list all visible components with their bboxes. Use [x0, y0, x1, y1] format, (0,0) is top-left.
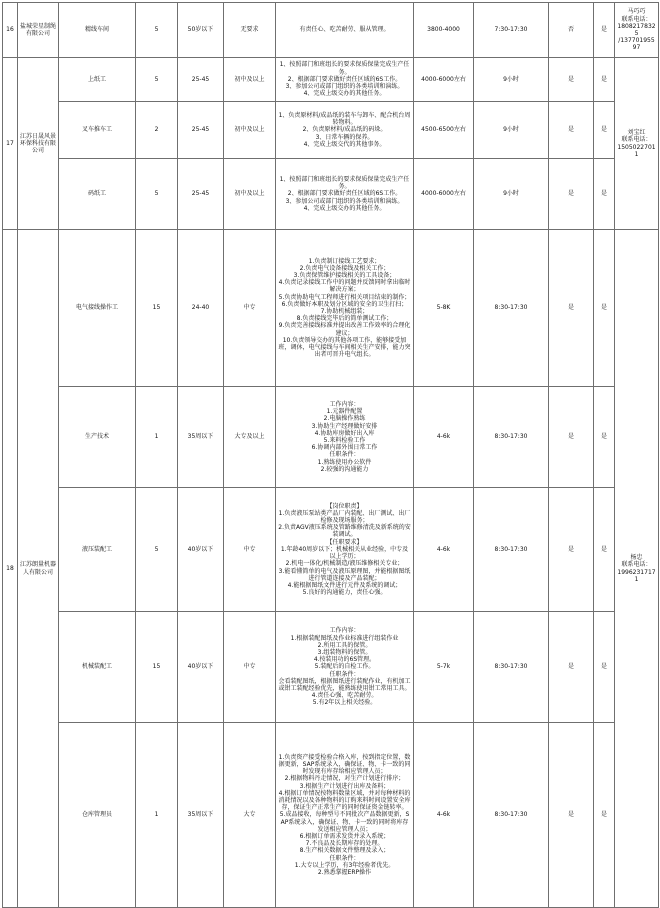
education-requirement: 初中及以上 [224, 58, 276, 102]
company-name: 盐城荣星制绳有限公司 [18, 3, 59, 58]
table-row [3, 58, 659, 102]
headcount: 1 [136, 723, 178, 908]
row-number: 17 [3, 58, 18, 230]
table-row [3, 230, 659, 387]
meals-provided: 是 [549, 230, 594, 387]
headcount: 5 [136, 488, 178, 612]
social-insurance: 是 [594, 723, 615, 908]
age-requirement: 35周以下 [178, 723, 224, 908]
table-row [3, 102, 659, 159]
meals-provided: 否 [549, 3, 594, 58]
job-title: 机械装配工 [59, 612, 136, 723]
social-insurance: 是 [594, 612, 615, 723]
meals-provided: 是 [549, 488, 594, 612]
salary: 4-6k [414, 387, 474, 488]
working-hours: 8:30-17:30 [474, 387, 549, 488]
job-duties: 1、按照部门和班组长的要求保质保量完成生产任务。 2、根据部门要求做好责任区域的6S工作。 3、参加公司或部门组织的各类培训和演练。 4、完成上级交办的其他任务。 [276, 159, 414, 230]
age-requirement: 25-45 [178, 102, 224, 159]
headcount: 2 [136, 102, 178, 159]
education-requirement: 初中及以上 [224, 102, 276, 159]
working-hours: 8:30-17:30 [474, 723, 549, 908]
job-duties: 1.负责资产接受检验合格入库，按到指定位置，数据更新，SAP系统录入，确保证、物、卡一致的同时发现有库存给相应管理人员； 2.根据物料丹走情况，对生产计划进行排序； 3.根据生产计划进行出库及备料； 4.根据订单情况按物料数量区域，并对每种材料的消耗情况以及各种物料的订购来料时间设置安全库存，保证生产正常生产的同时保证资金链转率。 5.成品接收，每种型号不同批次产品数据更新，SAP系统录入，确保证、物、卡一致的同时将库存发送相应管理人员； 6.根据订单需求发货并录入系统； 7.不良品及长期库存的处理。 8.生产相关数据文件整理及录入； 任职条件： 1.大专以上学历，有3年经验者优先。 2.熟悉掌握ERP操作 [276, 723, 414, 908]
salary: 5-7k [414, 612, 474, 723]
meals-provided: 是 [549, 387, 594, 488]
job-duties: 工作内容： 1.元器件配置 2.电脑操作熟练 3.协助生产经理做好安排 4.协助库房做好出入库 5.来料检验工作 6.协调内部外围日常工作 任职条件： 1.熟练使用办公软件 2.较强的沟通能力 [276, 387, 414, 488]
headcount: 15 [136, 230, 178, 387]
table-row [3, 387, 659, 488]
contact-info: 刘宝红 联系电话： 15050227011 [615, 58, 659, 230]
job-duties: 【岗位职责】 1.负责液压泵站类产品厂内装配、出厂测试、出厂检修及现场服务； 2.负责AGV液压系统及管路维修清洗及新系统的安装调试。 【任职要求】 1.年龄40周岁以下；机械相关从业经验，中专及以上学历； 2.机电一体化/机械制造/液压维修相关专业； 3.能看懂简单的电气及液压原理图，并能根据图纸进行管道连接及产品装配； 4.能根据图纸文件进行元件及系统的调试； 5.良好的沟通能力，责任心强。 [276, 488, 414, 612]
working-hours: 9小时 [474, 159, 549, 230]
age-requirement: 50岁以下 [178, 3, 224, 58]
salary: 4000-6000左右 [414, 159, 474, 230]
meals-provided: 是 [549, 612, 594, 723]
job-duties: 1、负责原材料/成品纸的装车与卸车、配合机台周转物料。 2、负责原材料/成品纸的码垛。 3、日常车辆的保养。 4、完成上级交代的其他事务。 [276, 102, 414, 159]
age-requirement: 24-40 [178, 230, 224, 387]
table-row [3, 159, 659, 230]
social-insurance: 是 [594, 3, 615, 58]
social-insurance: 是 [594, 159, 615, 230]
job-title: 仓库管理员 [59, 723, 136, 908]
job-duties: 1、按照部门和班组长的要求保质保量完成生产任务。 2、根据部门要求做好责任区域的6S工作。 3、参加公司或部门组织的各类培训和演练。 4、完成上级交办的其他任务。 [276, 58, 414, 102]
education-requirement: 中专 [224, 488, 276, 612]
working-hours: 8:30-17:30 [474, 230, 549, 387]
headcount: 5 [136, 58, 178, 102]
company-name: 江苏日晟风景环保科技有限公司 [18, 58, 59, 230]
job-title: 码纸工 [59, 159, 136, 230]
contact-info: 马巧巧 联系电话： 18082178325 /13770195597 [615, 3, 659, 58]
salary: 4500-6500左右 [414, 102, 474, 159]
headcount: 15 [136, 612, 178, 723]
education-requirement: 大专及以上 [224, 387, 276, 488]
social-insurance: 是 [594, 58, 615, 102]
headcount: 5 [136, 159, 178, 230]
job-title: 精线车间 [59, 3, 136, 58]
job-title: 生产技术 [59, 387, 136, 488]
education-requirement: 中专 [224, 612, 276, 723]
job-listing-table [2, 2, 659, 908]
education-requirement: 大专 [224, 723, 276, 908]
salary: 5-8K [414, 230, 474, 387]
meals-provided: 是 [549, 58, 594, 102]
job-title: 液压装配工 [59, 488, 136, 612]
working-hours: 9小时 [474, 102, 549, 159]
age-requirement: 25-45 [178, 159, 224, 230]
row-number: 18 [3, 230, 18, 908]
social-insurance: 是 [594, 488, 615, 612]
age-requirement: 40岁以下 [178, 612, 224, 723]
table-row [3, 488, 659, 612]
education-requirement: 初中及以上 [224, 159, 276, 230]
salary: 4-6k [414, 488, 474, 612]
age-requirement: 40岁以下 [178, 488, 224, 612]
table-row [3, 3, 659, 58]
age-requirement: 25-45 [178, 58, 224, 102]
meals-provided: 是 [549, 723, 594, 908]
company-name: 江苏朗量机器人有限公司 [18, 230, 59, 908]
salary: 4-6k [414, 723, 474, 908]
age-requirement: 35周以下 [178, 387, 224, 488]
job-duties: 工作内容： 1.根据装配图纸及作业标准进行组装作业 2.所用工具的保管。 3.组装物料的保管。 4.按装用功的6S管理。 5.装配后的自检工作。 任职条件： 会看装配图纸，根据图纸进行装配作业，有机加工或钳工装配经验优先，能熟练使用钳工常用工具。 4.责任心强、吃苦耐劳。 5.有2年以上相关经验。 [276, 612, 414, 723]
job-title: 上纸工 [59, 58, 136, 102]
education-requirement: 中专 [224, 230, 276, 387]
job-title: 电气接线操作工 [59, 230, 136, 387]
social-insurance: 是 [594, 230, 615, 387]
working-hours: 8:30-17:30 [474, 612, 549, 723]
meals-provided: 是 [549, 159, 594, 230]
salary: 4000-6000左右 [414, 58, 474, 102]
meals-provided: 是 [549, 102, 594, 159]
working-hours: 8:30-17:30 [474, 488, 549, 612]
working-hours: 7:30-17:30 [474, 3, 549, 58]
table-row [3, 612, 659, 723]
headcount: 1 [136, 387, 178, 488]
job-duties: 1.负责制订接线工艺要求； 2.负责电气设备接线及相关工作； 3.负责保管维护接线相关的工具设备； 4.负责记录接线工作中的问题并反馈同时拿出临时解决方案； 5.负责协助电气工程师进行相关项目结束的制作； 6.负责做好本职及划分区域的安全的卫生打扫； 7.协助机械组装； 8.负责接线完毕后的简单测试工作； 9.负责完善接线标准并提出改善工作效率的合理化建议； 10.负责领导交办的其他各项工作，能够接受加班，调休，电气接线与车间相关生产安排，能力突出者可晋升电气组长。 [276, 230, 414, 387]
job-title: 叉车推车工 [59, 102, 136, 159]
social-insurance: 是 [594, 102, 615, 159]
salary: 3800-4000 [414, 3, 474, 58]
education-requirement: 无要求 [224, 3, 276, 58]
table-row [3, 723, 659, 908]
row-number: 16 [3, 3, 18, 58]
contact-info: 杨忠 联系电话： 19962317171 [615, 230, 659, 908]
working-hours: 9小时 [474, 58, 549, 102]
social-insurance: 是 [594, 387, 615, 488]
headcount: 5 [136, 3, 178, 58]
job-duties: 有责任心、吃苦耐劳、服从管理。 [276, 3, 414, 58]
